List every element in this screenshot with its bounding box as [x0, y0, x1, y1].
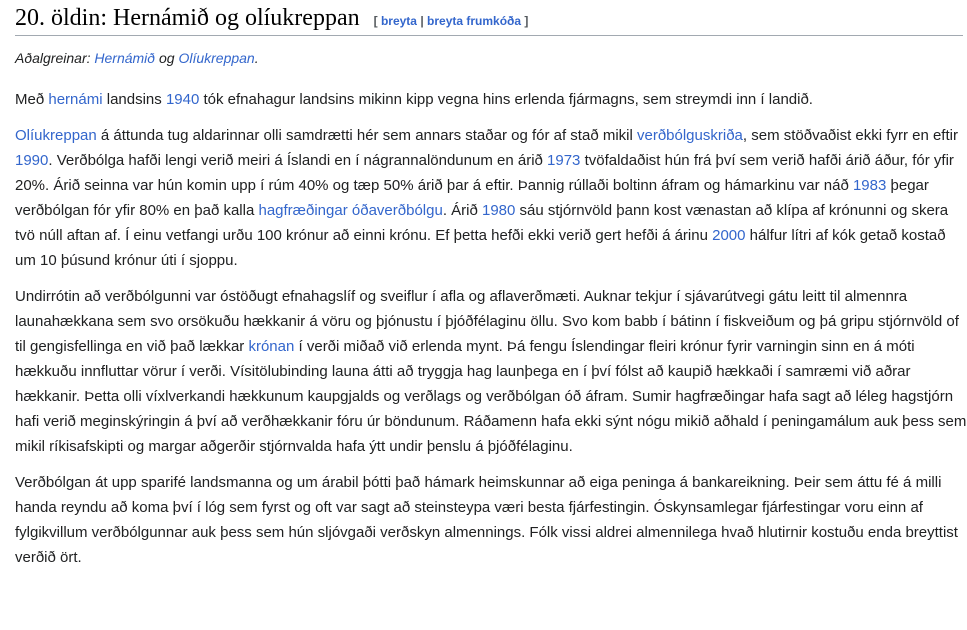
- link-hernami[interactable]: hernámi: [48, 91, 103, 108]
- edit-bracket-close: ]: [524, 14, 529, 28]
- link-kronan[interactable]: krónan: [248, 338, 295, 355]
- edit-link[interactable]: breyta: [380, 14, 417, 28]
- hatnote-prefix: Aðalgreinar:: [15, 50, 95, 66]
- link-1990[interactable]: 1990: [15, 152, 49, 169]
- link-odaverdbolgu[interactable]: óðaverðbólgu: [351, 202, 443, 219]
- link-1973[interactable]: 1973: [547, 152, 581, 169]
- link-hernamid[interactable]: Hernámið: [94, 50, 156, 66]
- link-1980[interactable]: 1980: [482, 202, 516, 219]
- text: tvöfaldaðist hún frá því sem verið hafði árið áður, fór yfir 20%. Árið seinna var hún komin upp í rúm 40% og tæp 50% árið þar á eftir. Þannig rúllaði boltinn áfram og hámarkinu var náð: [15, 152, 954, 194]
- link-oliukreppan[interactable]: Olíukreppan: [178, 50, 255, 66]
- edit-section-links: [374, 14, 529, 28]
- edit-bracket-open: [: [373, 14, 378, 28]
- text: Undirrótin að verðbólgunni var óstöðugt efnahagslíf og sveiflur í afla og aflaverðmæti. Auknar tekjur í sjávarútvegi gátu leitt til almennra launahækkana sem svo orsökuðu hækkanir á vöru og þjónustu í þjóðfélaginu öllu. Svo kom babb í bátinn í fiskveiðum og þá gripu stjórnvöld of til gengisfellinga en við það lækkar: [15, 288, 959, 355]
- link-hagfraedingar[interactable]: hagfræðingar: [258, 202, 348, 219]
- text: , sem stöðvaðist ekki fyrr en eftir: [742, 127, 958, 144]
- paragraph-1: [15, 69, 967, 112]
- link-1940[interactable]: 1940: [165, 91, 200, 108]
- link-verdbolguskrida[interactable]: verðbólguskriða: [636, 127, 743, 144]
- text: hálfur lítri af kók getað kostað um 10 þúsund krónur úti í sjoppu.: [15, 227, 946, 269]
- text: Verðbólgan át upp sparifé landsmanna og um árabil þótti það hámark heimskunnar að eiga peninga á bankareikning. Þeir sem áttu fé á milli handa reyndu að koma því í lóg sem fyrst og oft var sagt að steinsteypa væri besta fjárfestingin. Óskynsamlegar fjárfestingar voru einn af fylgikvillum verðbólgunnar auk þess sem hún sljóvgaði verðskyn almennings. Fólk vissi aldrei almennilega hvað hlutirnir kostuðu enda breyttist verðið ört.: [15, 474, 958, 566]
- paragraph-4: [15, 459, 967, 570]
- text: í verði miðað við erlenda mynt. Þá fengu Íslendingar fleiri krónur fyrir varningin sinn en á móti hækkuðu innfluttar vörur í verði. Vísitölubinding launa átti að tryggja hag launþega en í því fólst að kaupið hækkaði í samræmi við aðrar hækkanir. Þetta olli víxlverkandi hækkunum kaupgjalds og verðlags og verðbólgan óð áfram. Sumir hagfræðingar hafa sagt að léleg hagstjórn hafi verið meginskýringin á því að verðhækkanir fóru úr böndunum. Ráðamenn hafa ekki sýnt nógu mikið aðhald í peningamálum auk þess sem mikil ríkisafskipti og margar aðgerðir stjórnvalda hafa ýtt undir þenslu á þjóðfélaginu.: [15, 338, 967, 455]
- section-title: 20. öldin: Hernámið og olíukreppan: [15, 5, 360, 31]
- text: sáu stjórnvöld þann kost vænastan að klípa af krónunni og skera tvö núll aftan af. Í einu vetfangi urðu 100 krónur að einni krónu. Ef þetta hefði ekki verið gert hefði á árinu: [15, 202, 949, 244]
- main-articles-hatnote: [15, 36, 959, 69]
- text: þegar verðbólgan fór yfir 80% en það kalla: [15, 177, 929, 219]
- link-2000[interactable]: 2000: [712, 227, 746, 244]
- paragraph-2: [15, 112, 967, 273]
- link-oliukreppan-body[interactable]: Olíukreppan: [15, 127, 97, 144]
- link-1983[interactable]: 1983: [852, 177, 887, 194]
- edit-separator: |: [420, 14, 424, 28]
- hatnote-suffix: .: [254, 50, 259, 66]
- text: Með: [15, 91, 49, 108]
- text: á áttunda tug aldarinnar olli samdrætti hér sem annars staðar og fór af stað mikil: [96, 127, 637, 144]
- text: . Verðbólga hafði lengi verið meiri á Íslandi en í nágrannalöndunum en árið: [48, 152, 548, 169]
- hatnote-conj: og: [155, 50, 179, 66]
- text: . Árið: [442, 202, 482, 219]
- edit-source-link[interactable]: breyta frumkóða: [427, 14, 522, 28]
- text: landsins: [102, 91, 166, 108]
- section-heading: [15, 0, 963, 36]
- text: tók efnahagur landsins mikinn kipp vegna hins erlenda fjármagns, sem streymdi inn í landið.: [199, 91, 813, 108]
- paragraph-3: [15, 273, 967, 459]
